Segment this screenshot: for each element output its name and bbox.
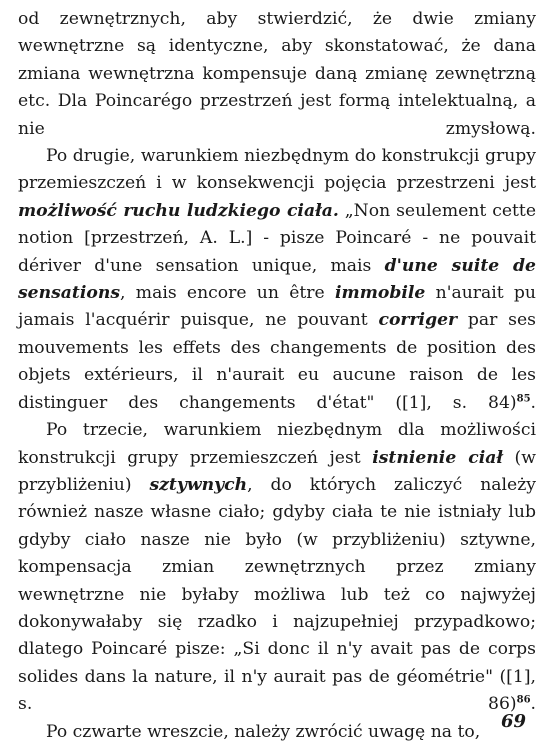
paragraph-text: . — [530, 694, 536, 715]
footnote-marker: 85 — [516, 392, 531, 404]
paragraph-text: par ses mouvements les effets des changements de position des objets extérieurs, il n'aurait eu aucune raison de les distinguer des changements d'état" ([1], s. 84) — [18, 310, 536, 413]
emphasized-text: możliwość ruchu ludzkiego ciała. — [18, 200, 339, 221]
paragraph-text: od zewnętrznych, aby stwierdzić, że dwie zmiany wewnętrzne są identyczne, aby skonstatować, że dana zmiana wewnętrzna kompensuje daną zmianę zewnętrzną etc. Dla Poincarégo przestrzeń jest formą intelektualną, a nie zmysłową. — [18, 9, 536, 139]
paragraph-text: „Non seulement cette notion [przestrzeń, A. L.] - pisze Poincaré - ne pouvait dériver d'une sensation unique, mais — [18, 200, 536, 276]
emphasized-text: d'une suite de sensations — [18, 255, 536, 304]
paragraph-third-condition — [18, 417, 536, 718]
emphasized-text: corriger — [378, 310, 458, 331]
paragraph-text: Po trzecie, warunkiem niezbędnym dla możliwości konstrukcji grupy przemieszczeń jest — [18, 420, 536, 468]
paragraph-fourth-condition — [18, 719, 536, 746]
paragraph-text: . — [530, 392, 536, 413]
book-page — [18, 6, 536, 744]
page-body — [18, 6, 536, 746]
paragraph-text: Po czwarte wreszcie, należy zwrócić uwagę na to, — [46, 721, 481, 742]
paragraph-text: Po drugie, warunkiem niezbędnym do konstrukcji grupy przemieszczeń i w konsekwencji pojęcia przestrzeni jest — [18, 146, 536, 194]
footnote-marker: 86 — [516, 694, 531, 706]
paragraph-text: , mais encore un être — [120, 283, 335, 304]
paragraph-continuation — [18, 6, 536, 143]
paragraph-text: , do których zaliczyć należy również nasze własne ciało; gdyby ciała te nie istniały lub gdyby ciało nasze nie było (w przybliżeniu) sztywne, kompensacja zmian zewnętrznych przez zmiany wewnętrzne nie byłaby możliwa lub też co najwyżej dokonywałaby się rzadko i najzupełniej przypadkowo; dlatego Poincaré pisze: „Si donc il n'y avait pas de corps solides dans la nature, il n'y aurait pas de géométrie" ([1], s. 86) — [18, 474, 536, 715]
paragraph-text: n'aurait pu jamais l'acquérir puisque, ne pouvant — [18, 283, 536, 331]
paragraph-second-condition — [18, 143, 536, 417]
emphasized-text: sztywnych — [149, 474, 248, 495]
emphasized-text: istnienie ciał — [372, 447, 504, 468]
paragraph-text: (w przybliżeniu) — [18, 447, 536, 495]
emphasized-text: immobile — [334, 283, 426, 304]
page-number: 69 — [500, 711, 526, 732]
